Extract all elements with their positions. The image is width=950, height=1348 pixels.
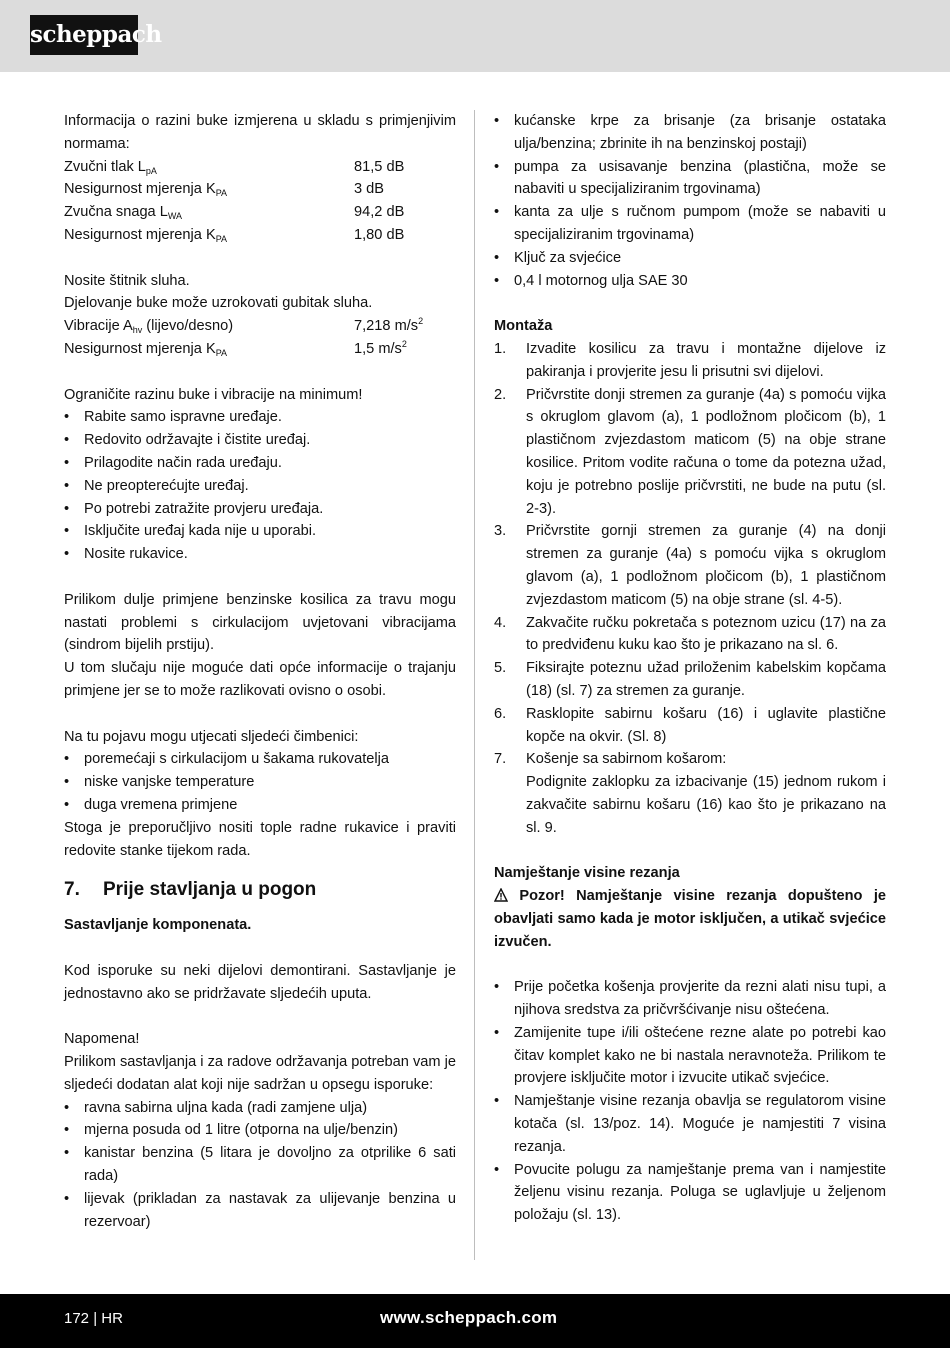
scheppach-logo: scheppach <box>30 15 138 55</box>
cut-height-heading: Namještanje visine rezanja <box>494 865 680 882</box>
step-item: 5. Fiksirajte poteznu užad priloženim kabelskim kopčama (18) (sl. 7) za stremen za guranje. <box>494 660 886 699</box>
tools-list-continued <box>494 110 886 292</box>
spec-row: Nesigurnost mjerenja $K_{PA}$ 3 dB <box>64 181 385 199</box>
assembly-heading: Sastavljanje komponenata. <box>64 917 252 934</box>
step-7-detail: Podignite zaklopku za izbacivanje (15) jednom rukom i zakvačite sabirnu košaru (16) kao što je prikazano na sl. 9. <box>526 774 886 836</box>
column-divider <box>474 110 475 1260</box>
assembly-steps <box>494 338 886 840</box>
list-item: • duga vremena primjene <box>64 794 456 817</box>
list-item: • Prilagodite način rada uređaju. <box>64 452 456 475</box>
section-heading: 7. Prije stavljanja u pogon <box>64 879 317 901</box>
list-item: • kanta za ulje s ručnom pumpom (može se nabaviti u specijaliziranim trgovinama) <box>494 201 886 247</box>
note-paragraph: Prilikom sastavljanja i za radove održavanja potreban vam je sljedeći dodatan alat koji nije sadržan u opsegu isporuke: <box>64 1054 456 1093</box>
limit-list <box>64 406 456 566</box>
hearing-loss-warning: Djelovanje buke može uzrokovati gubitak sluha. <box>64 295 373 312</box>
list-item: • mjerna posuda od 1 litre (otporna na ulje/benzin) <box>64 1119 456 1142</box>
list-item: • Ne preopterećujte uređaj. <box>64 475 456 498</box>
list-item: • Redovito održavajte i čistite uređaj. <box>64 429 456 452</box>
warning-paragraph: Pozor! Namještanje visine rezanja dopušteno je obavljati samo kada je motor isključen, a utikač svjećice izvučen. <box>494 888 886 950</box>
list-item: • Prije početka košenja provjerite da rezni alati nisu tupi, a njihova sredstva za pričvršćivanje nisu oštećena. <box>494 976 886 1022</box>
vibration-uncertainty-row: Nesigurnost mjerenja $K_{PA}$ 1,5 $m/s^2$ <box>64 338 407 358</box>
warning-icon <box>494 888 508 902</box>
cut-height-list <box>494 976 886 1227</box>
list-item: • Isključite uređaj kada nije u uporabi. <box>64 520 456 543</box>
website-link[interactable]: www.scheppach.com <box>380 1308 558 1327</box>
spec-row: Zvučni tlak $L_{pA}$ 81,5 dB <box>64 158 405 176</box>
factors-list <box>64 748 456 816</box>
list-item: • Povucite polugu za namještanje prema van i namjestite željenu visinu rezanja. Poluga se uglavljuje u željenom položaju (sl. 13). <box>494 1159 886 1227</box>
list-item: • kanistar benzina (5 litara je dovoljno za otprilike 6 sati rada) <box>64 1142 456 1188</box>
right-column <box>494 110 886 1227</box>
step-item: 6. Rasklopite sabirnu košaru (16) i uglavite plastične kopče na okvir. (Sl. 8) <box>494 705 886 745</box>
list-item: • lijevak (prikladan za nastavak za ulijevanje benzina u rezervoar) <box>64 1188 456 1234</box>
list-item: • Zamijenite tupe i/ili oštećene rezne alate po potrebi kao čitav komplet kako ne bi nastala neravnoteža. Prilikom te provjere isključite motor i izvucite utikač svjećice. <box>494 1022 886 1090</box>
list-item: • poremećaji s cirkulacijom u šakama rukovatelja <box>64 748 456 771</box>
list-item: • pumpa za usisavanje benzina (plastična, može se nabaviti u specijaliziranim trgovinama) <box>494 156 886 202</box>
step-item: 2. Pričvrstite donji stremen za guranje (4a) s pomoću vijka s okruglom glavom (a), 1 podložnom pločicom (b), 1 plastičnom zvjezdastom maticom (5) na obje strane kosilice. Pritom vodite računa o tome da potezna užad, koju je potrebno poslije pričvrstiti, ne bude na putu (sl. 2-3). <box>494 386 886 517</box>
spec-row: Nesigurnost mjerenja $K_{PA}$ 1,80 dB <box>64 226 405 244</box>
list-item: • kućanske krpe za brisanje (za brisanje ostataka ulja/benzina; zbrinite ih na benzinskoj postaji) <box>494 110 886 156</box>
step-item: 7. Košenje sa sabirnom košarom: Podignite zaklopku za izbacivanje (15) jednom rukom i zakvačite sabirnu košaru (16) kao što je prikazano na sl. 9. <box>494 751 886 836</box>
page-header <box>0 0 950 72</box>
hearing-protection-note: Nosite štitnik sluha. <box>64 272 190 289</box>
gloves-paragraph: Stoga je preporučljivo nositi tople radne rukavice i praviti redovite stanke tijekom rada. <box>64 819 456 859</box>
list-item: • Ključ za svjećice <box>494 247 886 270</box>
duration-paragraph: U tom slučaju nije moguće dati opće informacije o trajanju primjene jer se to može razlikovati ovisno o osobi. <box>64 660 456 699</box>
left-column <box>64 110 456 1233</box>
list-item: • Po potrebi zatražite provjeru uređaja. <box>64 498 456 521</box>
page-footer <box>0 1294 950 1348</box>
vibration-paragraph: Prilikom dulje primjene benzinske kosilica za travu mogu nastati problemi s cirkulacijom uvjetovani vibracijama (sindrom bijelih prstiju). <box>64 591 456 654</box>
step-item: 3. Pričvrstite gornji stremen za guranje (4) na donji stremen za guranje (4a) s pomoću vijka s okruglom glavom (a), 1 podložnom pločicom (b), 1 plastičnom zvjezdastom maticom (5) na obje strane (sl. 4-5). <box>494 523 886 608</box>
vibration-row: Vibracije $A_{hv}$ (lijevo/desno) 7,218 $m/s^2$ <box>64 316 424 336</box>
note-label: Napomena! <box>64 1031 140 1048</box>
list-item: • Rabite samo ispravne uređaje. <box>64 406 456 429</box>
list-item: • 0,4 l motornog ulja SAE 30 <box>494 270 886 293</box>
limit-title: Ograničite razinu buke i vibracije na minimum! <box>64 386 363 403</box>
list-item: • niske vanjske temperature <box>64 771 456 794</box>
step-item: 1. Izvadite kosilicu za travu i montažne dijelove iz pakiranja i provjerite jesu li prisutni svi dijelovi. <box>494 340 886 380</box>
tools-list <box>64 1097 456 1234</box>
spec-row: Zvučna snaga $L_{WA}$ 94,2 dB <box>64 204 405 222</box>
montaza-heading: Montaža <box>494 318 553 335</box>
page-number: 172 | HR <box>64 1310 123 1327</box>
noise-intro: Informacija o razini buke izmjerena u skladu s primjenjivim normama: <box>64 113 456 152</box>
assembly-paragraph: Kod isporuke su neki dijelovi demontirani. Sastavljanje je jednostavno ako se pridržavate sljedećih uputa. <box>64 962 456 1002</box>
factors-title: Na tu pojavu mogu utjecati sljedeći čimbenici: <box>64 728 359 745</box>
list-item: • ravna sabirna uljna kada (radi zamjene ulja) <box>64 1097 456 1120</box>
step-item: 4. Zakvačite ručku pokretača s poteznom uzicu (17) na za to predviđenu kuku kao što je prikazano na sl. 6. <box>494 614 886 654</box>
list-item: • Nosite rukavice. <box>64 543 456 566</box>
list-item: • Namještanje visine rezanja obavlja se regulatorom visine kotača (sl. 13/poz. 14). Moguće je namjestiti 7 visina rezanja. <box>494 1090 886 1158</box>
